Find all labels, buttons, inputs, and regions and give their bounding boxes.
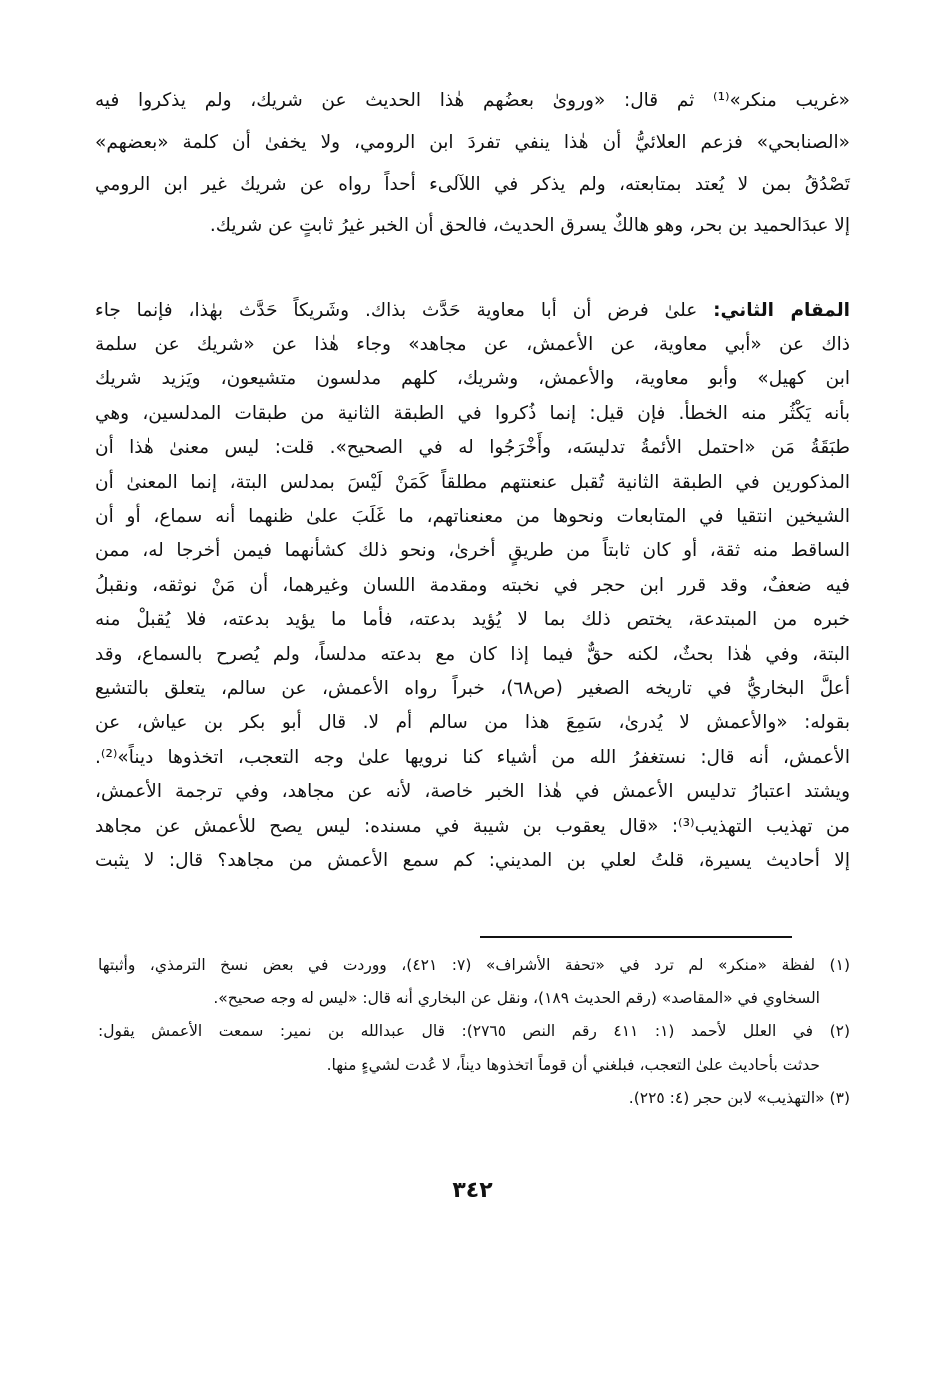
footnote-divider [480,936,792,938]
text-line: الشيخين انتقيا في المتابعات ونحوها من معنعناتهم، ما غَلَبَ علىٰ ظنهما أنه سماع، أو أن [95,506,850,527]
text-line: من تهذيب التهذيب⁽³⁾: «قال يعقوب بن شيبة في مسنده: ليس يصح للأعمش عن مجاهد [95,815,850,837]
text-line: إلا أحاديث يسيرة، قلتُ لعلي بن المديني: كم سمع الأعمش من مجاهد؟ قال: لا يثبت [95,850,850,871]
text-line: بأنه يَكْثُر منه الخطأ. فإن قيل: إنما ذُكروا في الطبقة الثانية من طبقات المدلسين، وهي [95,402,850,424]
text-line: تَصْدُقُ بمن لا يُعتد بمتابعته، ولم يذكر في اللآلىء أحداً رواه عن شريك غير ابن الرومي [95,174,850,195]
text-line: ويشتد اعتبارُ تدليس الأعمش في هٰذا الخبر خاصة، لأنه عن مجاهد، وفي ترجمة الأعمش، [95,781,850,803]
text-line: طبَقَةُ مَن «احتمل الأئمةُ تدليسَه، وأَخْرَجُوا له في الصحيح». قلت: ليس معنىٰ هٰذا أن [95,437,850,459]
text-line: البتة، وفي هٰذا بحثٌ، لكنه حقٌّ فيما إذا كان مع بدعته مدلساً، ولم يُصرح بالسماع، وقد [95,643,850,665]
footnote-line: (٢) في العلل لأحمد (١: ٤١١ رقم النص ٢٧٦٥): قال عبدالله بن نمير: سمعت الأعمش يقول: [98,1022,851,1040]
text-line: خبره من المبتدعة، يختص ذلك بما لا يُؤيد بدعته، فأما ما يؤيد بدعته، فلا يُقبلْ منه [95,609,850,631]
footnote-line: (١) لفظة «منكر» لم ترد في «تحفة الأشراف» (٧: ٤٢١)، ووردت في بعض نسخ الترمذي، وأثبتها [98,956,850,974]
text-line: أعلَّ البخاريُّ في تاريخه الصغير (ص٦٨)، خبراً رواه الأعمش، عن سالم، يتعلق بالتشيع [95,678,850,699]
text-line: فيه ضعفٌ، وقد قرر ابن حجر في نخبته ومقدمة اللسان وغيرهما، أن مَنْ نوثقه، ونقبلُ [95,574,850,596]
text-line: ذاك عن «أبي معاوية، عن الأعمش، عن مجاهد» وجاء هٰذا عن «شريك عن سلمة [95,334,850,355]
text-span: علىٰ فرض أن أبا معاوية حَدَّث بذاك. وشَريكاً حَدَّث بهٰذا، فإنما جاء [95,300,698,321]
section-heading: المقام الثاني: [713,300,850,321]
text-line: «الصنابحي» فزعم العلائيُّ أن هٰذا ينفي تفردَ ابن الرومي، ولا يخفىٰ أن كلمة «بعضهم» [95,132,850,153]
footnote-line: السخاوي في «المقاصد» (رقم الحديث ١٨٩)، ونقل عن البخاري أنه قال: «ليس له وجه صحيح». [213,989,820,1007]
text-line: «غريب منكر»⁽¹⁾ ثم قال: «وروىٰ بعضُهم هٰذا الحديث عن شريك، ولم يذكروا فيه [95,90,850,111]
page-number: ٣٤٢ [452,1178,493,1203]
text-line: بقوله: «والأعمش لا يُدرىٰ، سَمِعَ هذا من سالم أم لا. قال أبو بكر بن عياش، عن [95,712,850,734]
text-line: الساقط منه ثقة، أو كان ثابتاً من طريقٍ أخرىٰ، ونحو ذلك كشأنهما فيمن أخرجا له، ممن [95,540,850,562]
footnote-line: حدثت بأحاديث علىٰ التعجب، فبلغني أن قوماً اتخذوها ديناً، لا عُدت لشيءٍ منها. [326,1056,820,1074]
text-line: المذكورين في الطبقة الثانية تُقبل عنعنتهم مطلقاً كَمَنْ لَيْسَ بمدلس البتة، إنما المعنىٰ أن [95,471,850,493]
text-line [95,296,850,326]
text-line: الأعمش، أنه قال: نستغفرُ الله من أشياء كنا نرويها علىٰ وجه التعجب، اتخذوها ديناً»⁽²⁾. [95,746,850,768]
text-line: إلا عبدَالحميد بن بحر، وهو هالكٌ يسرق الحديث، فالحق أن الخبر غيرُ ثابتٍ عن شريك. [209,215,850,236]
footnote-line: (٣) «التهذيب» لابن حجر (٤: ٢٢٥). [628,1089,850,1107]
text-line: ابن كهيل» وأبو معاوية، والأعمش، وشريك، كلهم مدلسون متشيعون، ويَزيد شريك [95,368,850,390]
